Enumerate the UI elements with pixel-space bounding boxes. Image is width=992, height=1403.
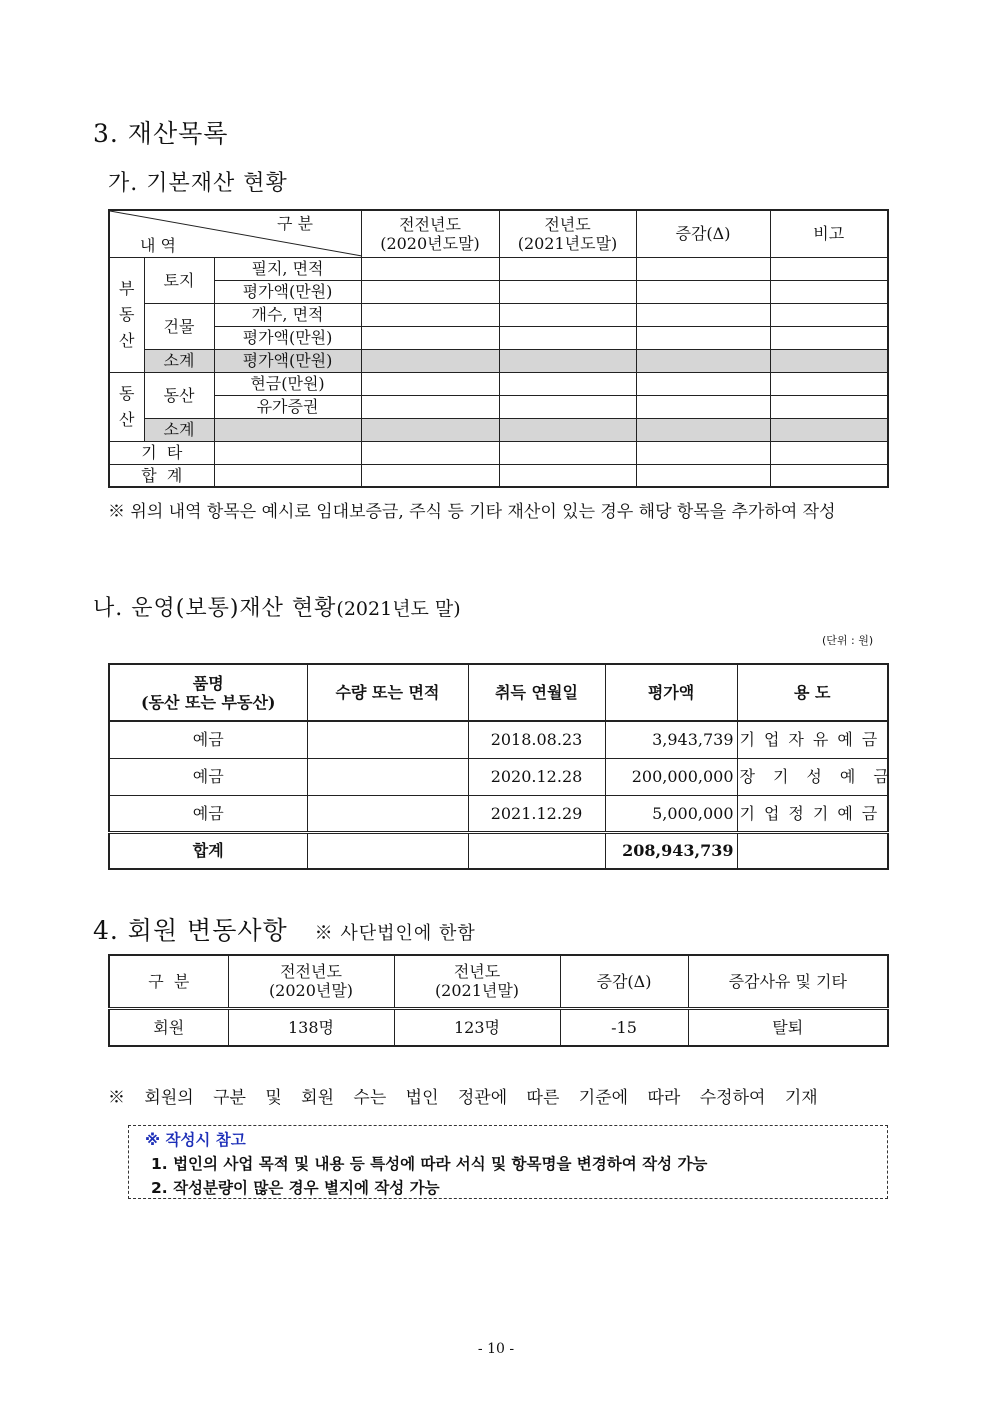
- header-remarks: 비고: [770, 210, 888, 257]
- header-change: 증감(Δ): [560, 955, 688, 1008]
- total-row: 합계 208,943,739: [109, 832, 888, 869]
- writing-guide-box: [128, 1125, 888, 1199]
- movable-group-label: 동 산: [109, 372, 144, 441]
- land-area-label: 필지, 면적: [214, 257, 361, 280]
- header-prev2-year: 전전년도 (2020년도말): [361, 210, 499, 257]
- header-value: 평가액: [605, 664, 737, 721]
- header-acquired-date: 취득 연월일: [468, 664, 605, 721]
- unit-label: (단위 : 원): [822, 634, 874, 647]
- land-label: 토지: [144, 257, 214, 303]
- basic-assets-title: 가. 기본재산 현황: [108, 171, 288, 196]
- header-prev1-year: 전년도 (2021년말): [394, 955, 560, 1008]
- header-quantity: 수량 또는 면적: [307, 664, 468, 721]
- realestate-group-label: 부 동 산: [109, 257, 144, 372]
- other-label: 기 타: [109, 441, 214, 464]
- realestate-subtotal-label: 소계: [144, 349, 214, 372]
- members-table: [108, 954, 889, 1047]
- header-change: 증감(Δ): [636, 210, 770, 257]
- writing-guide-line-2: 2. 작성분량이 많은 경우 별지에 작성 가능: [151, 1179, 440, 1197]
- header-prev2-year: 전전년도 (2020년말): [228, 955, 394, 1008]
- table-row: 예금 2020.12.28 200,000,000 장기성예금: [109, 758, 888, 795]
- movable-label: 동산: [144, 372, 214, 418]
- section-3-title: 3. 재산목록: [93, 119, 229, 148]
- land-value-label: 평가액(만원): [214, 280, 361, 303]
- writing-guide-title: ※ 작성시 참고: [145, 1131, 246, 1149]
- building-value-label: 평가액(만원): [214, 326, 361, 349]
- cash-label: 현금(만원): [214, 372, 361, 395]
- page-number: - 10 -: [477, 1341, 515, 1357]
- header-reason: 증감사유 및 기타: [688, 955, 888, 1008]
- operating-assets-table: [108, 663, 907, 870]
- section-4-title: 4. 회원 변동사항 ※ 사단법인에 한함: [93, 916, 476, 945]
- basic-assets-note: ※ 위의 내역 항목은 예시로 임대보증금, 주식 등 기타 재산이 있는 경우 해당 항목을 추가하여 작성: [108, 502, 836, 522]
- diagonal-header-cell: [109, 210, 361, 257]
- table-row: 회원 138명 123명 -15 탈퇴: [109, 1008, 888, 1046]
- header-category: 구 분: [109, 955, 228, 1008]
- members-note: ※ 회원의 구분 및 회원 수는 법인 정관에 따른 기준에 따라 수정하여 기재: [108, 1088, 818, 1108]
- total-label: 합 계: [109, 464, 214, 487]
- operating-assets-title: 나. 운영(보통)재산 현황(2021년도 말): [93, 596, 461, 621]
- realestate-subtotal-item: 평가액(만원): [214, 349, 361, 372]
- section-4-note: ※ 사단법인에 한함: [314, 923, 476, 944]
- securities-label: 유가증권: [214, 395, 361, 418]
- writing-guide-line-1: 1. 법인의 사업 목적 및 내용 등 특성에 따라 서식 및 항목명을 변경하여 작성 가능: [151, 1155, 708, 1173]
- table-row: 예금 2018.08.23 3,943,739 기업자유예금: [109, 721, 888, 758]
- header-item-name: 품명 (동산 또는 부동산): [109, 664, 307, 721]
- building-count-label: 개수, 면적: [214, 303, 361, 326]
- header-prev1-year: 전년도 (2021년도말): [499, 210, 636, 257]
- header-detail: 내 역: [140, 236, 176, 255]
- header-usage: 용 도: [737, 664, 888, 721]
- basic-assets-table: [108, 209, 889, 488]
- header-category: 구 분: [277, 214, 313, 233]
- building-label: 건물: [144, 303, 214, 349]
- table-row: 예금 2021.12.29 5,000,000 기업정기예금: [109, 795, 888, 832]
- movable-subtotal-label: 소계: [144, 418, 214, 441]
